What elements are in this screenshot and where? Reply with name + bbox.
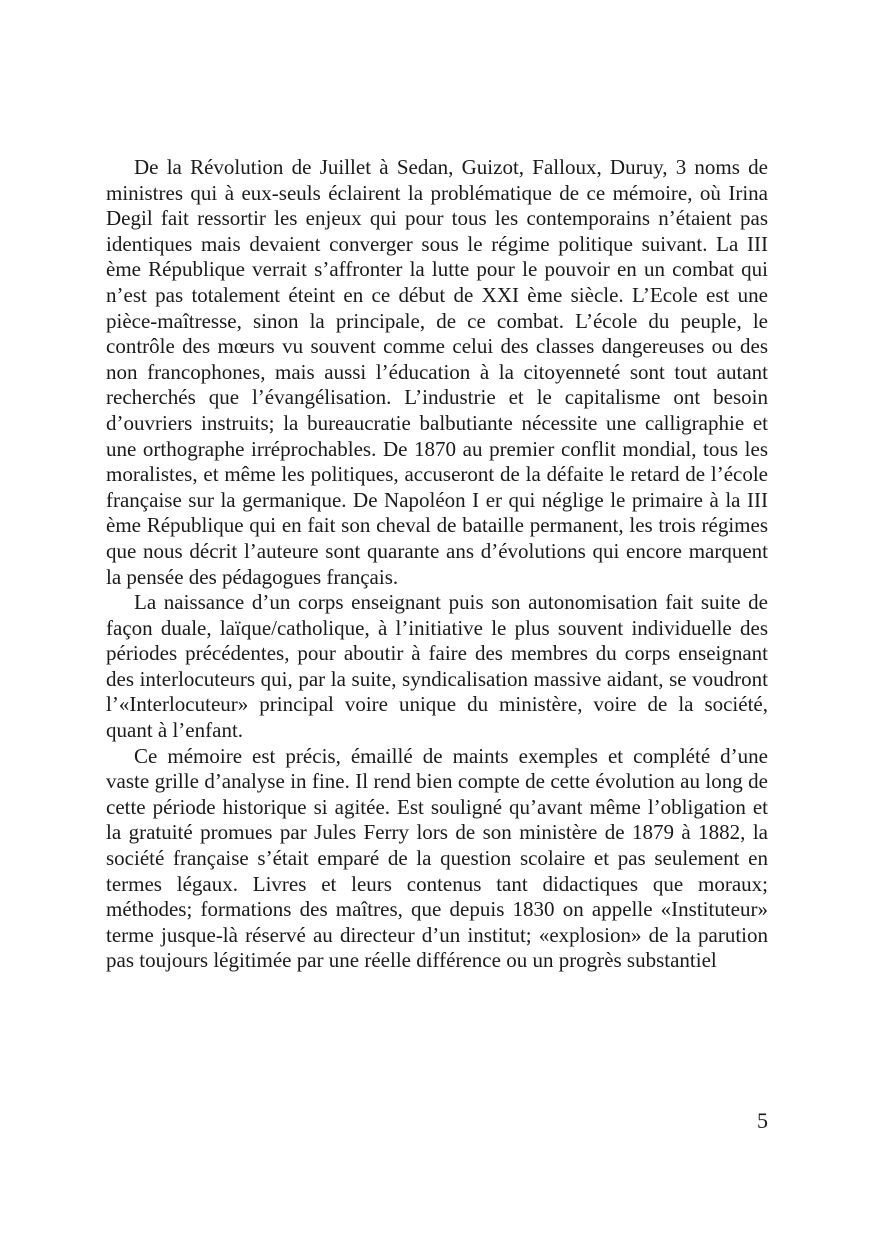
paragraph-1: De la Révolution de Juillet à Sedan, Guizot, Falloux, Duruy, 3 noms de ministres qui à eux-seuls éclairent la problématique de ce mémoire, où Irina Degil fait ressortir les enjeux qui pour tous les contemporains n’étaient pas identiques mais devaient converger sous le régime politique suivant. La III ème République verrait s’affronter la lutte pour le pouvoir en un combat qui n’est pas totalement éteint en ce début de XXI ème siècle. L’Ecole est une pièce-maîtresse, sinon la principale, de ce combat. L’école du peuple, le contrôle des mœurs vu souvent comme celui des classes dangereuses ou des non francophones, mais aussi l’éducation à la citoyenneté sont tout autant recherchés que l’évangélisation. L’industrie et le capitalisme ont besoin d’ouvriers instruits; la bureaucratie balbutiante nécessite une calligraphie et une orthographe irréprochables. De 1870 au premier conflit mondial, tous les moralistes, et même les politiques, accuseront de la défaite le retard de l’école française sur la germanique. De Napoléon I er qui néglige le primaire à la III ème République qui en fait son cheval de bataille permanent, les trois régimes que nous décrit l’auteure sont quarante ans d’évolutions qui encore marquent la pensée des pédagogues français. bbox=[106, 155, 768, 589]
page-number: 5 bbox=[757, 1108, 768, 1133]
paragraph-3: Ce mémoire est précis, émaillé de maints exemples et complété d’une vaste grille d’analyse in fine. Il rend bien compte de cette évolution au long de cette période historique si agitée. Est souligné qu’avant même l’obligation et la gratuité promues par Jules Ferry lors de son ministère de 1879 à 1882, la société française s’était emparé de la question scolaire et pas seulement en termes légaux. Livres et leurs contenus tant didactiques que moraux; méthodes; formations des maîtres, que depuis 1830 on appelle «Instituteur» terme jusque-là réservé au directeur d’un institut; «explosion» de la parution pas toujours légitimée par une réelle différence ou un progrès substantiel bbox=[106, 743, 768, 973]
body-text bbox=[106, 155, 768, 974]
paragraph-2: La naissance d’un corps enseignant puis son autonomisation fait suite de façon duale, laïque/catholique, à l’initiative le plus souvent individuelle des périodes précédentes, pour aboutir à faire des membres du corps enseignant des interlocuteurs qui, par la suite, syndicalisation massive aidant, se voudront l’«Interlocuteur» principal voire unique du ministère, voire de la société, quant à l’enfant. bbox=[106, 590, 768, 743]
